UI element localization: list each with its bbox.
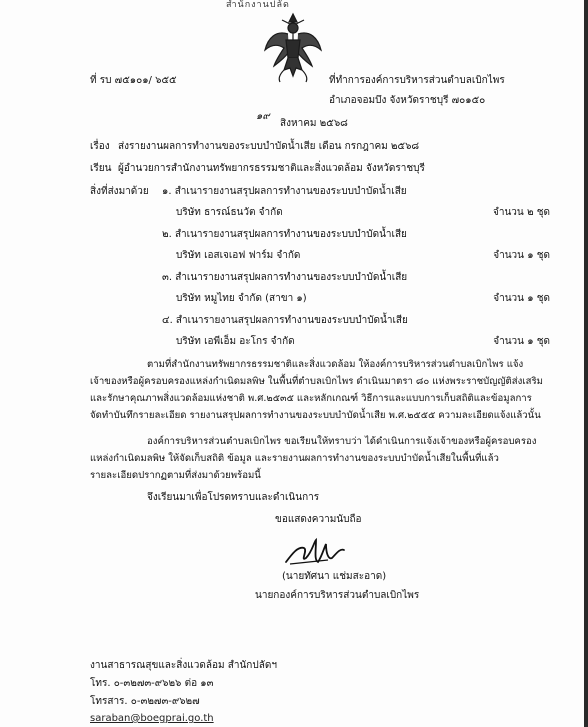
enclosure-item-line: ๓. สำเนารายงานสรุปผลการทำงานของระบบบำบัดน้ำเสีย xyxy=(162,272,408,283)
body-paragraph-line: องค์การบริหารส่วนตำบลเบิกไพร ขอเรียนให้ทราบว่า ได้ดำเนินการแจ้งเจ้าของหรือผู้ครอบครอง xyxy=(147,436,537,447)
footer-phone: โทร. ๐-๓๒๗๓-๙๖๒๖ ต่อ ๑๓ xyxy=(90,678,214,689)
handwritten-signature xyxy=(282,536,352,568)
body-paragraph-line: เจ้าของหรือผู้ครอบครองแหล่งกำเนิดมลพิษ ในพื้นที่ตำบลเบิกไพร ดำเนินมาตรา ๘๐ แห่งพระราชบัญญัติส่งเสริม xyxy=(90,376,543,387)
footer-fax: โทรสาร. ๐-๓๒๗๓-๙๖๒๗ xyxy=(90,696,200,707)
enclosure-item-line: ๒. สำเนารายงานสรุปผลการทำงานของระบบบำบัดน้ำเสีย xyxy=(162,229,407,240)
document-number: ที่ รบ ๗๕๑๐๑/ ๖๕๕ xyxy=(90,75,177,86)
recipient-label: เรียน xyxy=(90,163,112,174)
enclosure-item-company: บริษัท ธารณ์ธนวัต จำกัด xyxy=(176,207,283,218)
enclosure-item-line: ๑. สำเนารายงานสรุปผลการทำงานของระบบบำบัดน้ำเสีย xyxy=(162,186,407,197)
body-paragraph-line: จัดทำบันทึกรายละเอียด รายงานสรุปผลการทำงานของระบบบำบัดน้ำเสีย พ.ศ.๒๕๕๕ ความละเอียดแจ้งแล้วนั้น xyxy=(90,410,541,421)
footer-email-link[interactable]: saraban@boegprai.go.th xyxy=(90,713,214,724)
closing-line: จึงเรียนมาเพื่อโปรดทราบและดำเนินการ xyxy=(147,492,320,503)
recipient-text: ผู้อำนวยการสำนักงานทรัพยากรธรรมชาติและสิ่งแวดล้อม จังหวัดราชบุรี xyxy=(118,163,425,174)
office-stamp: สำนักงานปลัด xyxy=(226,0,290,10)
body-paragraph-line: ตามที่สำนักงานทรัพยากรธรรมชาติและสิ่งแวดล้อม ให้องค์การบริหารส่วนตำบลเบิกไพร แจ้ง xyxy=(147,359,524,370)
document-date: สิงหาคม ๒๕๖๘ xyxy=(280,118,348,129)
subject-text: ส่งรายงานผลการทำงานของระบบบำบัดน้ำเสีย เดือน กรกฎาคม ๒๕๖๘ xyxy=(118,141,420,152)
body-paragraph-line: แหล่งกำเนิดมลพิษ ให้จัดเก็บสถิติ ข้อมูล และรายงานผลการทำงานของระบบบำบัดน้ำเสียในพื้นที่แล้ว xyxy=(90,453,499,464)
date-day-handwritten: ๑๙ xyxy=(256,111,270,122)
enclosure-item-line: ๔. สำเนารายงานสรุปผลการทำงานของระบบบำบัดน้ำเสีย xyxy=(162,315,408,326)
signatory-name: (นายทัศนา แช่มสะอาด) xyxy=(282,571,387,582)
footer-department: งานสาธารณสุขและสิ่งแวดล้อม สำนักปลัดฯ xyxy=(90,660,277,671)
subject-label: เรื่อง xyxy=(90,141,110,152)
enclosure-item-company: บริษัท หมูไทย จำกัด (สาขา ๑) xyxy=(176,293,307,304)
enclosure-item-company: บริษัท เอพีเอ็ม อะโกร จำกัด xyxy=(176,336,295,347)
enclosure-item-company: บริษัท เอสเจเอฟ ฟาร์ม จำกัด xyxy=(176,250,301,261)
enclosure-item-quantity: จำนวน ๒ ชุด xyxy=(493,207,550,218)
scan-edge-border xyxy=(584,0,588,727)
enclosure-item-quantity: จำนวน ๑ ชุด xyxy=(493,250,550,261)
body-paragraph-line: และรักษาคุณภาพสิ่งแวดล้อมแห่งชาติ พ.ศ.๒๕๓๕ และหลักเกณฑ์ วิธีการและแบบการเก็บสถิติและข้อมูลการ xyxy=(90,393,532,404)
issuing-office: ที่ทำการองค์การบริหารส่วนตำบลเบิกไพร xyxy=(329,75,505,86)
enclosures-label: สิ่งที่ส่งมาด้วย xyxy=(90,186,149,197)
issuing-office-address: อำเภอจอมบึง จังหวัดราชบุรี ๗๐๑๕๐ xyxy=(329,95,486,106)
signatory-position: นายกองค์การบริหารส่วนตำบลเบิกไพร xyxy=(255,590,420,601)
enclosure-item-quantity: จำนวน ๑ ชุด xyxy=(493,336,550,347)
garuda-emblem-icon xyxy=(262,10,324,84)
body-paragraph-line: รายละเอียดปรากฏตามที่ส่งมาด้วยพร้อมนี้ xyxy=(90,470,261,481)
closing-regards: ขอแสดงความนับถือ xyxy=(275,514,362,525)
enclosure-item-quantity: จำนวน ๑ ชุด xyxy=(493,293,550,304)
